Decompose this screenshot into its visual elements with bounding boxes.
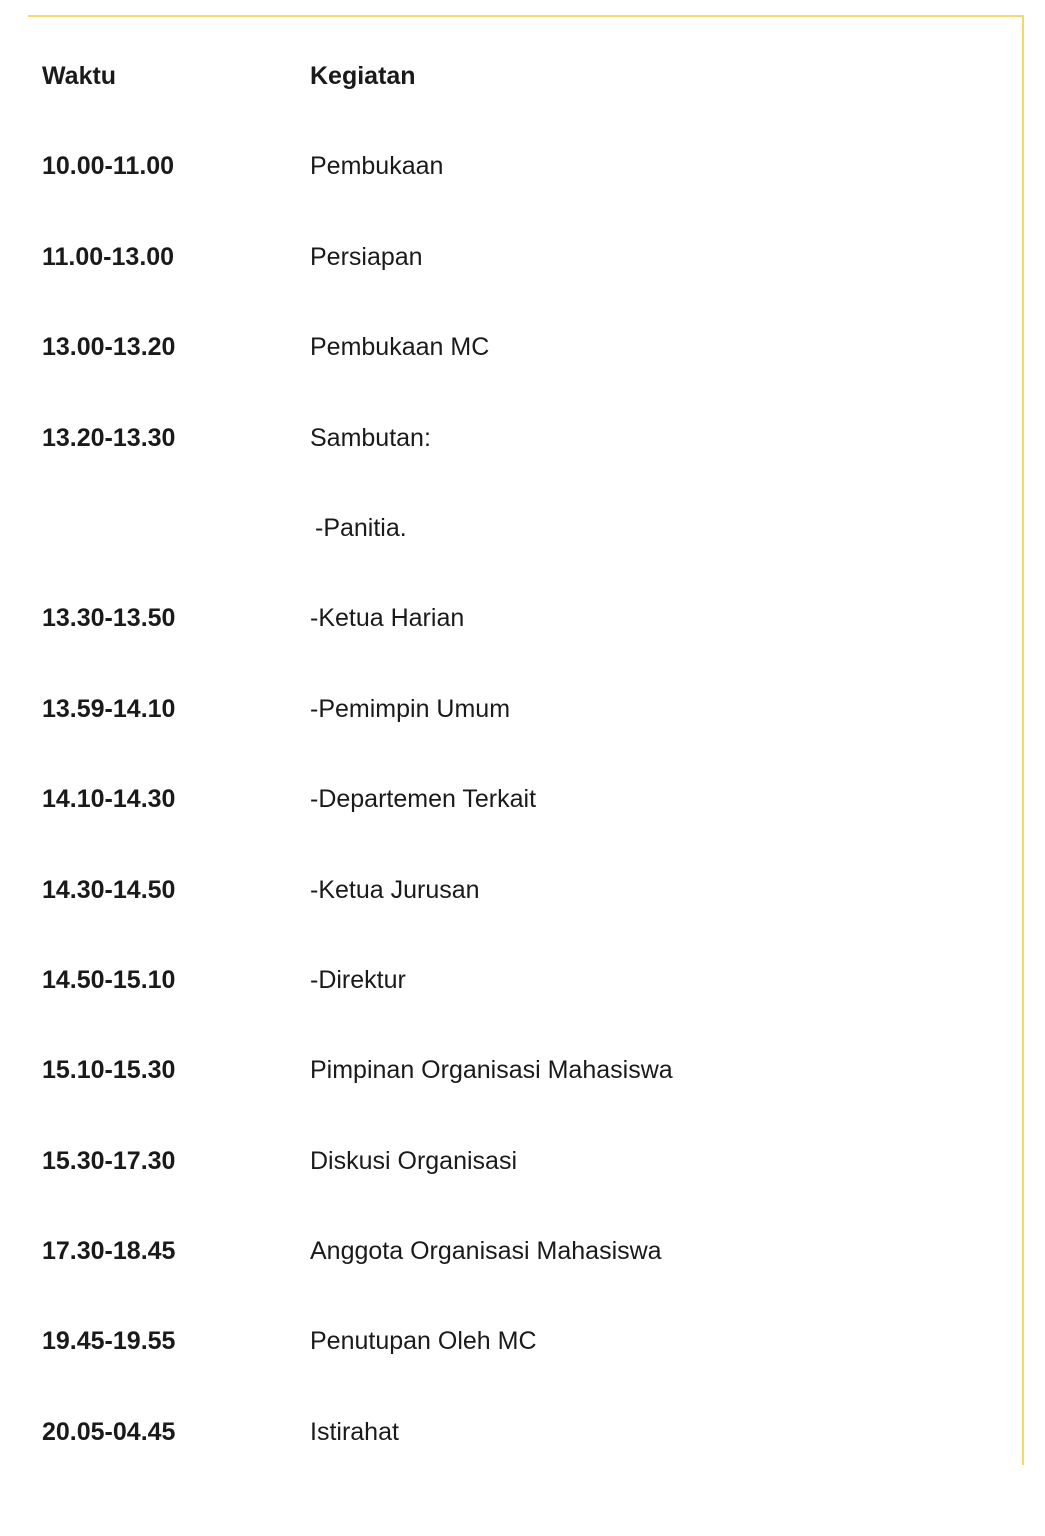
row-time: 15.30-17.30 bbox=[42, 1146, 176, 1175]
table-row bbox=[42, 1135, 1002, 1225]
table-row bbox=[42, 683, 1002, 773]
table-row bbox=[42, 231, 1002, 321]
row-time: 14.30-14.50 bbox=[42, 875, 176, 904]
row-activity: Pimpinan Organisasi Mahasiswa bbox=[310, 1056, 673, 1085]
row-time: 13.20-13.30 bbox=[42, 423, 176, 452]
table-row bbox=[42, 864, 1002, 954]
row-activity: Istirahat bbox=[310, 1417, 399, 1446]
table-row bbox=[42, 773, 1002, 863]
row-activity: Persiapan bbox=[310, 242, 423, 271]
row-activity: Pembukaan bbox=[310, 152, 444, 181]
table-row bbox=[42, 1406, 1002, 1496]
table-row bbox=[42, 321, 1002, 411]
row-activity: Diskusi Organisasi bbox=[310, 1146, 518, 1175]
row-time: 11.00-13.00 bbox=[42, 242, 175, 271]
row-activity: Pembukaan MC bbox=[310, 333, 490, 362]
table-row bbox=[42, 502, 1002, 592]
row-activity: -Departemen Terkait bbox=[310, 785, 537, 814]
row-time: 14.50-15.10 bbox=[42, 965, 176, 994]
row-activity: -Panitia. bbox=[315, 513, 407, 542]
schedule-table bbox=[42, 50, 1002, 1496]
row-time: 14.10-14.30 bbox=[42, 785, 176, 814]
row-time: 10.00-11.00 bbox=[42, 152, 175, 181]
row-time: 17.30-18.45 bbox=[42, 1237, 176, 1266]
row-time: 13.00-13.20 bbox=[42, 333, 176, 362]
table-row bbox=[42, 140, 1002, 230]
row-activity: Penutupan Oleh MC bbox=[310, 1327, 537, 1356]
row-activity: Sambutan: bbox=[310, 423, 431, 452]
table-header bbox=[42, 50, 1002, 140]
table-row bbox=[42, 412, 1002, 502]
row-activity: -Pemimpin Umum bbox=[310, 694, 511, 723]
row-time: 19.45-19.55 bbox=[42, 1327, 176, 1356]
row-activity: -Ketua Jurusan bbox=[310, 875, 480, 904]
row-activity: Anggota Organisasi Mahasiswa bbox=[310, 1237, 662, 1266]
table-row bbox=[42, 592, 1002, 682]
row-time: 13.30-13.50 bbox=[42, 604, 176, 633]
row-time: 20.05-04.45 bbox=[42, 1417, 176, 1446]
table-row bbox=[42, 1044, 1002, 1134]
row-activity: -Ketua Harian bbox=[310, 604, 465, 633]
row-time: 15.10-15.30 bbox=[42, 1056, 176, 1085]
header-time: Waktu bbox=[42, 62, 117, 90]
table-row bbox=[42, 1315, 1002, 1405]
table-row bbox=[42, 1225, 1002, 1315]
header-activity: Kegiatan bbox=[310, 62, 416, 90]
row-activity: -Direktur bbox=[310, 965, 406, 994]
row-time: 13.59-14.10 bbox=[42, 694, 176, 723]
table-row bbox=[42, 954, 1002, 1044]
